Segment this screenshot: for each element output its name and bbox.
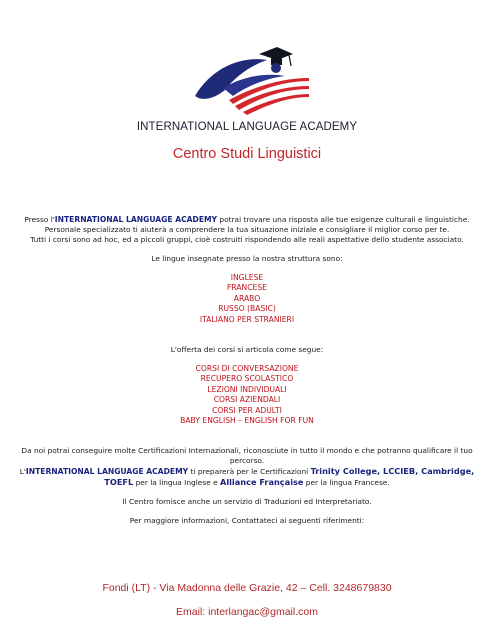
academy-name: INTERNATIONAL LANGUAGE ACADEMY — [136, 121, 358, 133]
contact-address: Fondi (LT) - Via Madonna delle Grazie, 42 – Cell. 3248679830 — [102, 582, 392, 594]
list-item: RECUPERO SCOLASTICO — [200, 374, 294, 384]
courses-heading: L'offerta dei corsi si articola come segue: — [170, 345, 324, 355]
list-item: RUSSO (BASIC) — [218, 304, 276, 314]
info-text: Per maggiore informazioni, Contattateci ai seguenti riferimenti: — [129, 516, 365, 526]
list-item: FRANCESE — [227, 283, 267, 293]
english-certifications: Trinity College, LCCIEB, Cambridge, TOEFL — [104, 466, 475, 488]
certifications-detail — [14, 466, 480, 488]
list-item: ARABO — [233, 293, 261, 303]
intro-paragraph — [14, 215, 480, 245]
intro-text: Personale specializzato ti aiuterà a comprendere la tua situazione iniziale e consigliare il miglior corso per te. — [44, 225, 450, 234]
list-item: CORSI DI CONVERSAZIONE — [195, 364, 299, 374]
brand-name: INTERNATIONAL LANGUAGE ACADEMY — [25, 467, 189, 477]
list-item: CORSI PER ADULTI — [212, 405, 282, 415]
academy-logo — [185, 38, 315, 118]
cert-text: L' — [19, 467, 26, 477]
contact-email[interactable]: Email: interlangac@gmail.com — [176, 606, 318, 618]
list-item: BABY ENGLISH – ENGLISH FOR FUN — [180, 416, 314, 426]
intro-text: potrai trovare una risposta alle tue esigenze culturali e linguistiche. — [217, 215, 470, 224]
list-item: ITALIANO PER STRANIERI — [199, 314, 295, 324]
list-item: CORSI AZIENDALI — [213, 395, 281, 405]
list-item: INGLESE — [230, 273, 264, 282]
list-item: LEZIONI INDIVIDUALI — [207, 384, 287, 394]
cert-text: per la lingua Francese. — [303, 478, 390, 488]
cert-text: ti preparerà per le Certificazioni — [188, 467, 311, 477]
languages-list — [14, 273, 480, 325]
intro-text: Tutti i corsi sono ad hoc, ed a piccoli gruppi, cioè costruiti rispondendo alle reali aspettative dello studente associato. — [30, 235, 464, 244]
languages-heading: Le lingue insegnate presso la nostra struttura sono: — [151, 254, 343, 263]
services-text: Il Centro fornisce anche un servizio di Traduzioni ed Interpretariato. — [122, 497, 372, 507]
certifications-intro: Da noi potrai conseguire molte Certificazioni Internazionali, riconosciute in tutto il mondo e che potranno qualificare il tuo percorso. — [21, 446, 473, 466]
courses-list — [14, 364, 480, 426]
flyer-body — [14, 215, 480, 526]
french-certification: Alliance Française — [219, 477, 304, 488]
centro-subtitle: Centro Studi Linguistici — [172, 146, 322, 162]
brand-name: INTERNATIONAL LANGUAGE ACADEMY — [54, 215, 218, 224]
intro-text: Presso l' — [24, 215, 55, 224]
cert-text: per la lingua Inglese e — [133, 478, 220, 488]
